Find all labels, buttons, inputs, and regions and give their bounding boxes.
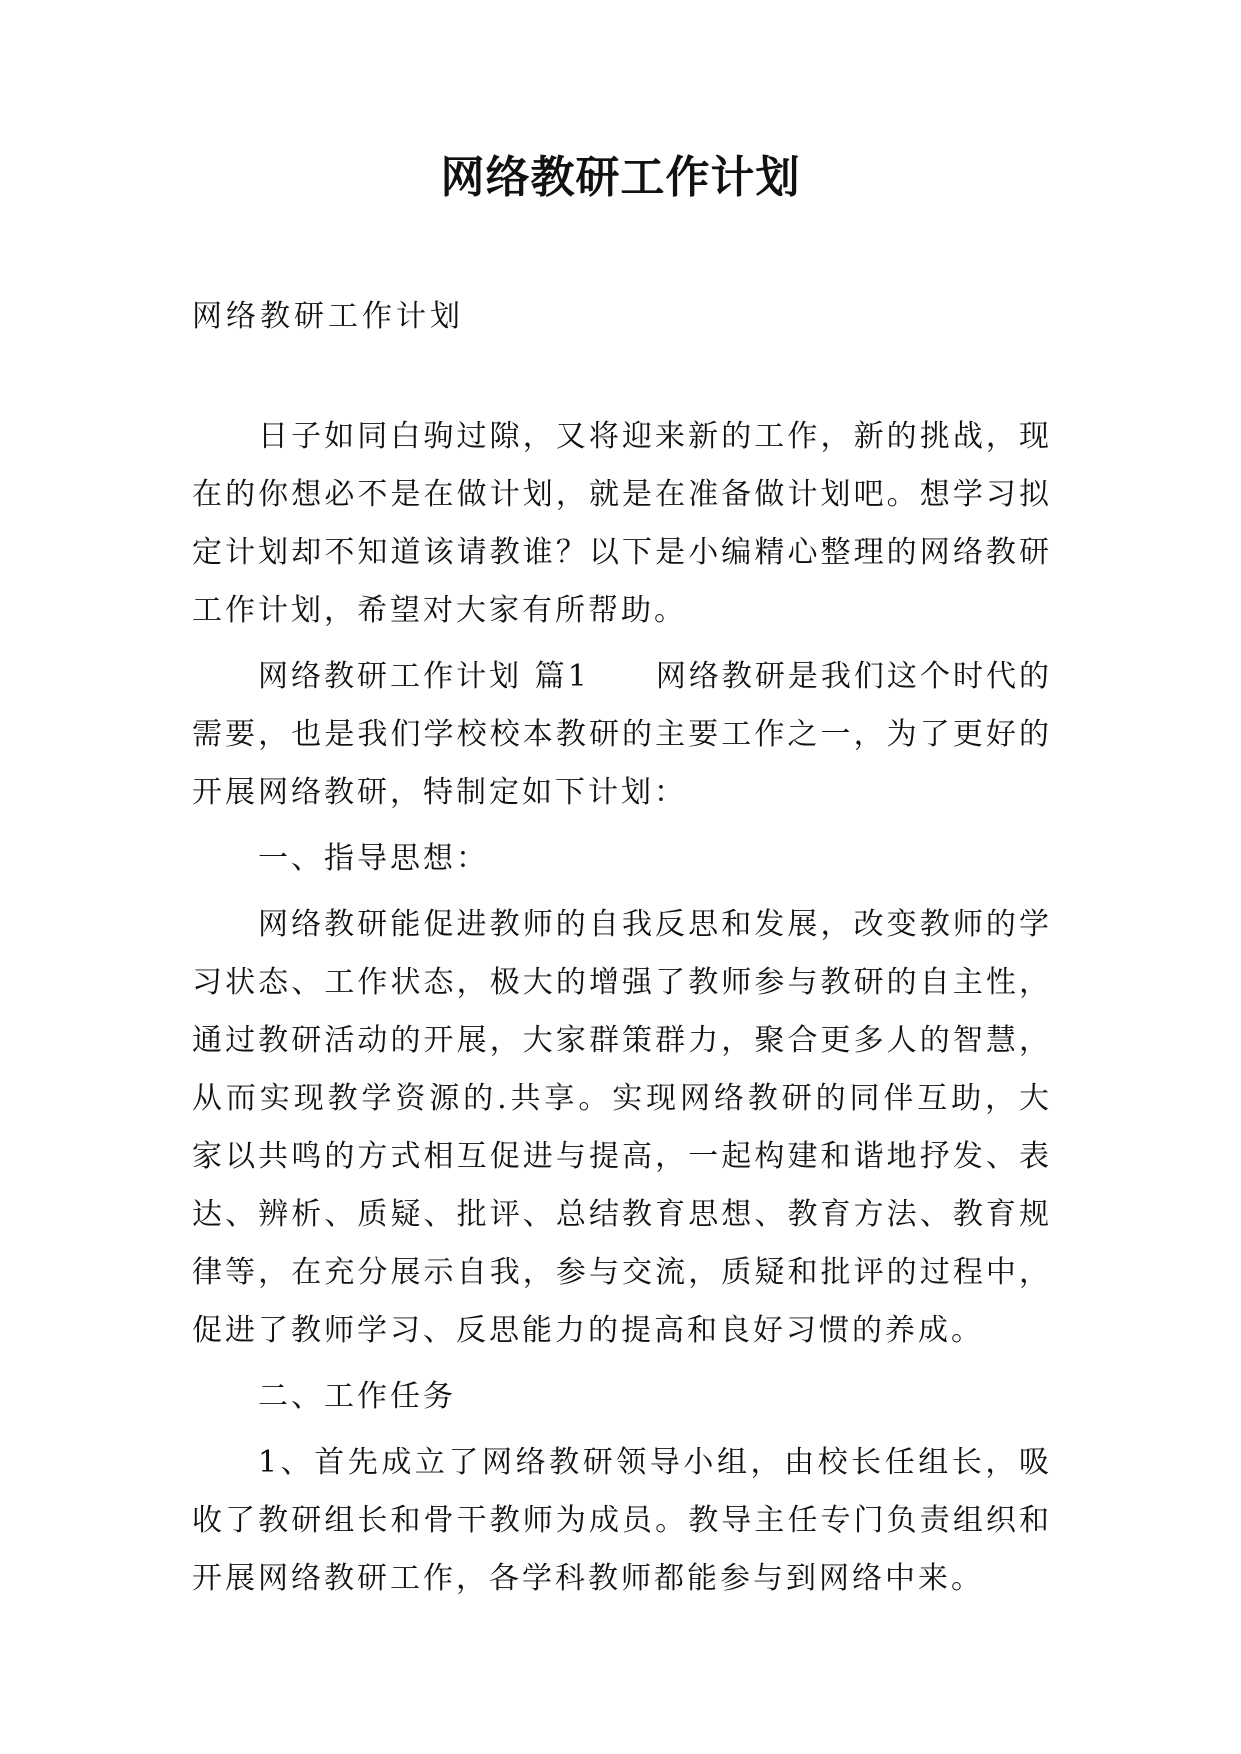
guiding-ideology-paragraph: 网络教研能促进教师的自我反思和发展，改变教师的学习状态、工作状态，极大的增强了教师参与教研的自主性，通过教研活动的开展，大家群策群力，聚合更多人的智慧，从而实现教学资源的.共享。实现网络教研的同伴互助，大家以共鸣的方式相互促进与提高，一起构建和谐地抒发、表达、辨析、质疑、批评、总结教育思想、教育方法、教育规律等，在充分展示自我，参与交流，质疑和批评的过程中，促进了教师学习、反思能力的提高和良好习惯的养成。 (192, 907, 1052, 1348)
section-heading-guiding-ideology: 一、指导思想： (258, 841, 489, 876)
work-task-1-paragraph: 1、首先成立了网络教研领导小组，由校长任组长，吸收了教研组长和骨干教师为成员。教导主任专门负责组织和开展网络教研工作，各学科教师都能参与到网络中来。 (192, 1445, 1052, 1596)
plan-intro-paragraph: 网络教研工作计划 篇1 网络教研是我们这个时代的需要，也是我们学校校本教研的主要工作之一，为了更好的开展网络教研，特制定如下计划： (192, 659, 1052, 810)
section-heading-work-tasks: 二、工作任务 (258, 1379, 456, 1414)
document-subtitle: 网络教研工作计划 (192, 299, 464, 334)
document-title: 网络教研工作计划 (440, 152, 801, 203)
document-body (192, 408, 1052, 1616)
intro-paragraph: 日子如同白驹过隙，又将迎来新的工作，新的挑战，现在的你想必不是在做计划，就是在准备做计划吧。想学习拟定计划却不知道该请教谁？以下是小编精心整理的网络教研工作计划，希望对大家有所帮助。 (192, 419, 1052, 628)
